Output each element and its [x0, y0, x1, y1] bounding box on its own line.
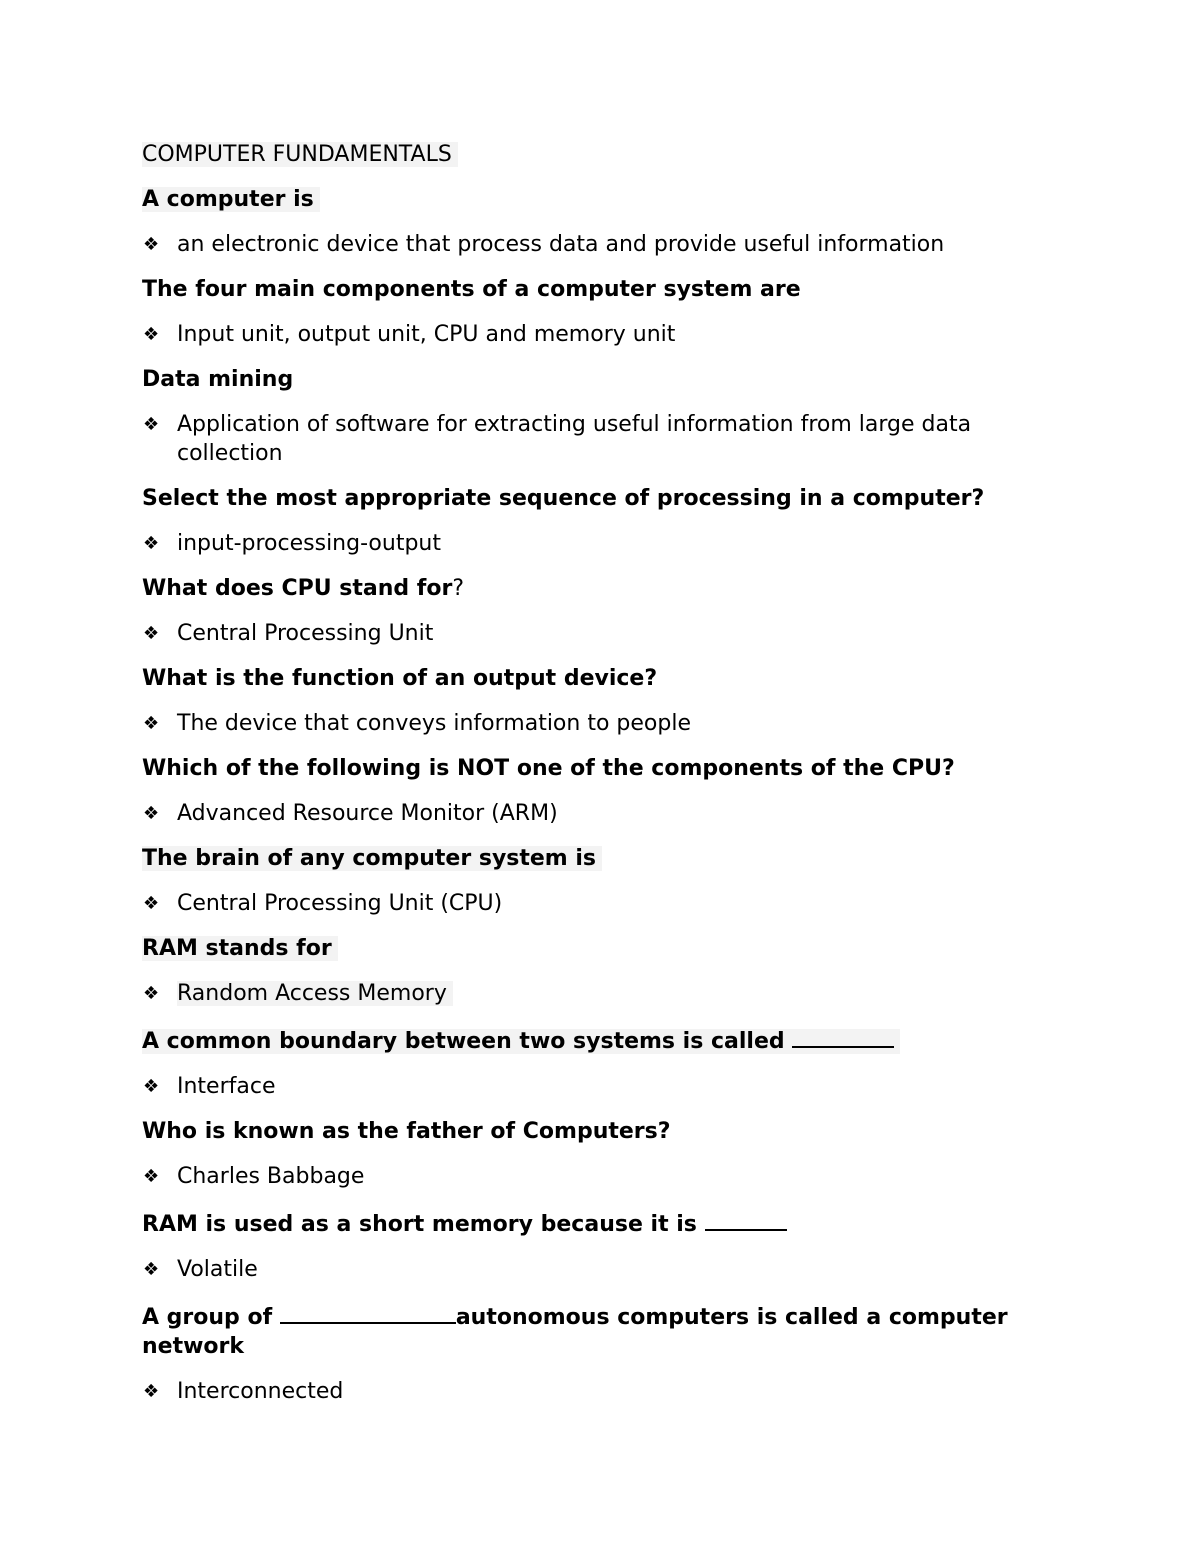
answer-blank: [705, 1207, 787, 1231]
answer-text: Interconnected: [177, 1379, 344, 1404]
question-11: [142, 1117, 1062, 1146]
question-text: Data mining: [142, 367, 294, 392]
answer-3: [142, 410, 1062, 468]
question-10: [142, 1024, 1062, 1056]
answer-11: [142, 1162, 1062, 1191]
answer-12: [142, 1255, 1062, 1284]
diamond-bullet-icon: ❖: [143, 324, 160, 345]
diamond-bullet-icon: ❖: [143, 713, 160, 734]
diamond-bullet-icon: ❖: [143, 414, 160, 435]
question-text: RAM is used as a short memory because it is: [142, 1212, 697, 1237]
question-text: A computer is: [142, 187, 320, 212]
answer-text: Volatile: [177, 1257, 258, 1282]
question-suffix: ?: [452, 576, 465, 601]
answer-text: The device that conveys information to people: [177, 711, 691, 736]
diamond-bullet-icon: ❖: [143, 1076, 160, 1097]
question-text: RAM stands for: [142, 936, 338, 961]
answer-text: Input unit, output unit, CPU and memory unit: [177, 322, 676, 347]
answer-text: input-processing-output: [177, 531, 441, 556]
answer-text: Advanced Resource Monitor (ARM): [177, 801, 558, 826]
document-title: [142, 140, 1062, 170]
question-text: Which of the following is NOT one of the components of the CPU?: [142, 756, 955, 781]
diamond-bullet-icon: ❖: [143, 1259, 160, 1280]
diamond-bullet-icon: ❖: [143, 1166, 160, 1187]
answer-2: [142, 320, 1062, 349]
question-4: [142, 484, 1062, 513]
diamond-bullet-icon: ❖: [143, 893, 160, 914]
question-text: What is the function of an output device?: [142, 666, 658, 691]
answer-5: [142, 619, 1062, 648]
question-5: [142, 574, 1062, 603]
diamond-bullet-icon: ❖: [143, 1381, 160, 1402]
answer-1: [142, 230, 1062, 259]
diamond-bullet-icon: ❖: [143, 623, 160, 644]
answer-13: [142, 1377, 1062, 1406]
answer-text: Random Access Memory: [177, 981, 453, 1006]
question-8: [142, 844, 1062, 873]
answer-4: [142, 529, 1062, 558]
diamond-bullet-icon: ❖: [143, 983, 160, 1004]
question-3: [142, 365, 1062, 394]
diamond-bullet-icon: ❖: [143, 533, 160, 554]
question-13: [142, 1300, 1062, 1361]
question-text: The brain of any computer system is: [142, 846, 602, 871]
title-text: COMPUTER FUNDAMENTALS: [142, 142, 458, 167]
document-page: [142, 140, 1062, 1422]
question-text: Who is known as the father of Computers?: [142, 1119, 671, 1144]
answer-text: Interface: [177, 1074, 276, 1099]
question-7: [142, 754, 1062, 783]
question-text-before: A group of: [142, 1305, 273, 1330]
question-1: [142, 185, 1062, 214]
question-text: Select the most appropriate sequence of processing in a computer?: [142, 486, 985, 511]
question-12: [142, 1207, 1062, 1239]
diamond-bullet-icon: ❖: [143, 803, 160, 824]
answer-7: [142, 799, 1062, 828]
question-text: What does CPU stand for: [142, 576, 453, 601]
question-text-after: autonomous computers is called a computer network: [142, 1305, 1008, 1359]
answer-text: Central Processing Unit: [177, 621, 434, 646]
diamond-bullet-icon: ❖: [143, 234, 160, 255]
question-6: [142, 664, 1062, 693]
answer-blank: [280, 1300, 456, 1324]
answer-blank: [792, 1024, 894, 1048]
answer-10: [142, 1072, 1062, 1101]
answer-6: [142, 709, 1062, 738]
answer-text: Central Processing Unit (CPU): [177, 891, 503, 916]
answer-8: [142, 889, 1062, 918]
question-2: [142, 275, 1062, 304]
answer-text: an electronic device that process data and provide useful information: [177, 232, 945, 257]
question-9: [142, 934, 1062, 963]
question-text: A common boundary between two systems is called: [142, 1029, 785, 1054]
answer-text: Application of software for extracting useful information from large data collection: [177, 412, 972, 466]
answer-9: [142, 979, 1062, 1008]
question-text: The four main components of a computer system are: [142, 277, 801, 302]
answer-text: Charles Babbage: [177, 1164, 365, 1189]
